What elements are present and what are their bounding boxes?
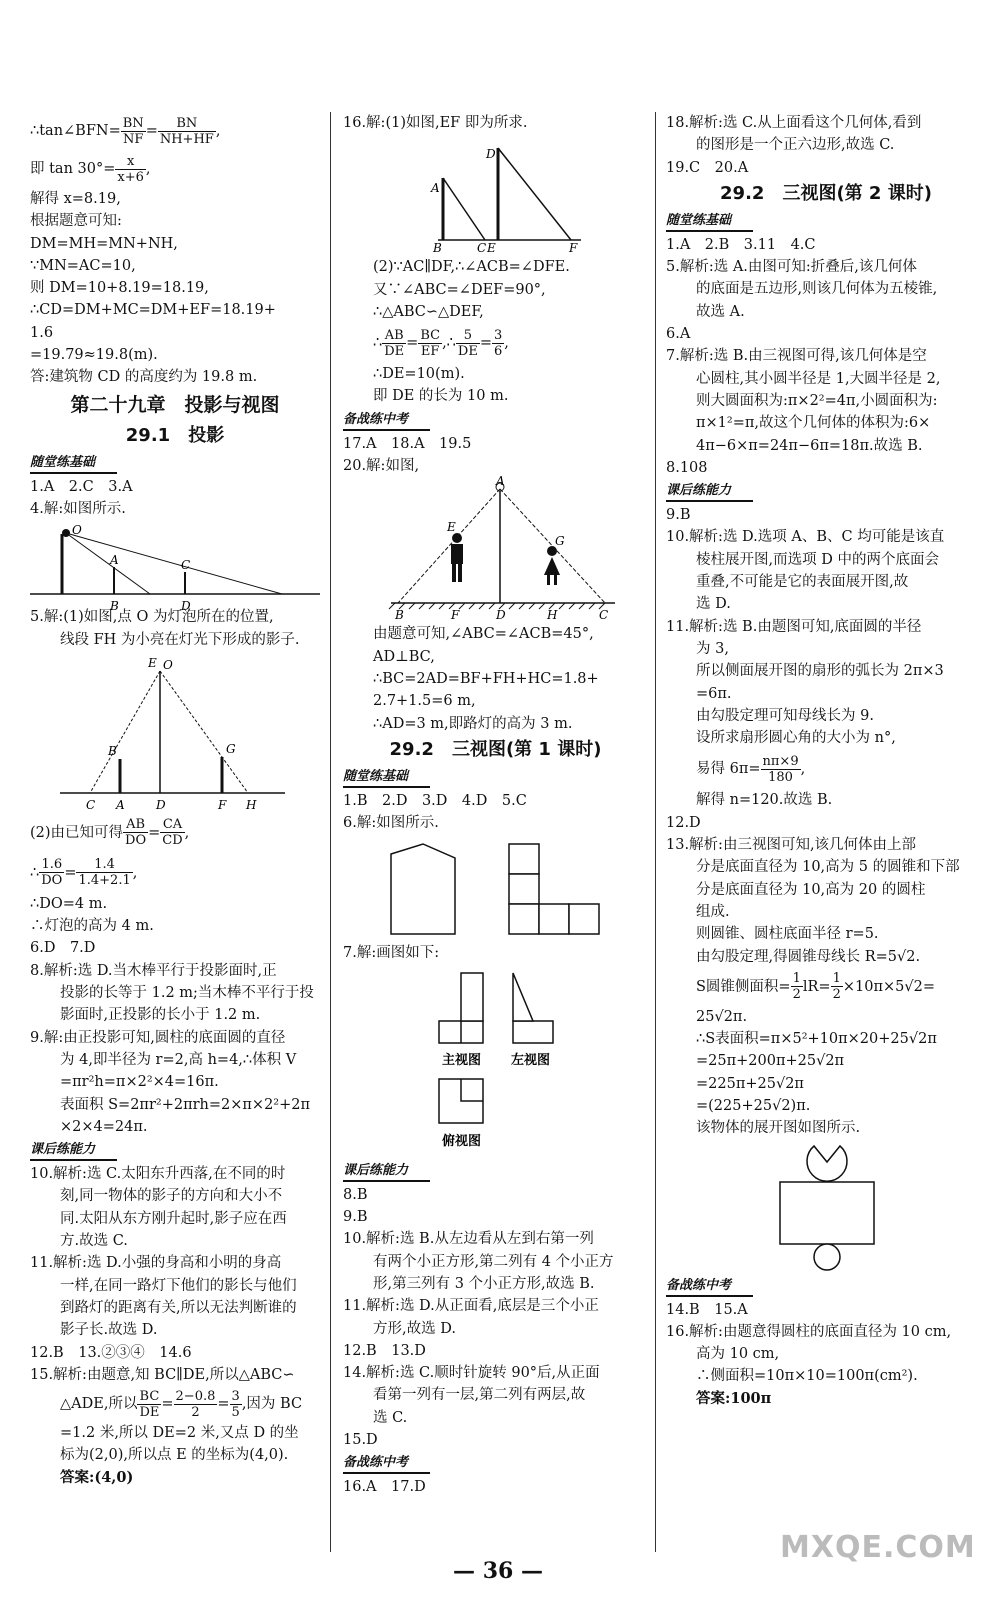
text-line: 1.A 2.C 3.A (30, 478, 133, 495)
text-line: ∵MN=AC=10, (30, 257, 136, 274)
text-line: 选 C. (373, 1409, 408, 1426)
text-line: 由勾股定理可知母线长为 9. (696, 707, 874, 724)
text-line: 一样,在同一路灯下他们的影长与他们 (60, 1277, 297, 1294)
text-line: 12.B 13.D (343, 1342, 426, 1359)
fraction: $\frac{3}{6}$ (493, 327, 503, 359)
text-line: 18.解析:选 C.从上面看这个几何体,看到 (666, 115, 922, 131)
fraction: $\frac{1.6}{DO}$ (41, 857, 63, 889)
text-line: 15.D (343, 1432, 378, 1449)
text-line: 由题意可知,∠ABC=∠ACB=45°, (373, 626, 594, 643)
svg-text:O: O (72, 523, 82, 538)
text-line: 投影的长等于 1.2 m;当木棒不平行于投 (60, 985, 314, 1002)
text-line: 方形,故选 D. (373, 1320, 456, 1337)
text-line: ∴DO=4 m. (30, 895, 108, 912)
fraction: $\frac{1}{2}$ (832, 971, 841, 1003)
text-line: 有两个小正方形,第二列有 4 个小正方 (373, 1253, 614, 1270)
text-line: (2)由已知可得 $\frac{AB}{DO}$ = $\frac{CA}{CD}$ , (30, 817, 190, 849)
svg-text:A: A (431, 181, 440, 196)
column-divider-1 (330, 112, 331, 1552)
svg-text:E: E (148, 655, 157, 670)
text-line: ∴侧面积=10π×10=100π(cm²). (696, 1368, 918, 1385)
text-line: S圆锥侧面积= $\frac{1}{2}$ lR= $\frac{1}{2}$ ×10π×5√2= (696, 971, 935, 1003)
text-line: 7.解析:选 B.由三视图可得,该几何体是空 (666, 348, 927, 365)
text-line: 则大圆面积为:π×2²=4π,小圆面积为: (696, 392, 938, 409)
column-divider-2 (655, 112, 656, 1552)
svg-text:C: C (477, 241, 487, 256)
shadow-figure-4 (30, 522, 320, 614)
text-line: 又∵∠ABC=∠DEF=90°, (373, 281, 546, 298)
text-line: 看第一列有一层,第二列有两层,故 (373, 1387, 586, 1404)
fraction: $\frac{1}{2}$ (792, 971, 801, 1003)
text-line: 11.解析:选 D.从正面看,底层是三个小正 (343, 1298, 599, 1315)
section-tag: 课后练能力 (30, 1141, 117, 1161)
text-line: 16.解:(1)如图,EF 即为所求. (343, 115, 528, 131)
text-line: 分是底面直径为 10,高为 20 的圆柱 (696, 881, 926, 898)
fraction: $\frac{1.4}{1.4+2.1}$ (78, 857, 131, 889)
svg-text:主视图: 主视图 (442, 1052, 482, 1068)
text-line: 即 DE 的长为 10 m. (373, 388, 509, 405)
text-line: 答:建筑物 CD 的高度约为 19.8 m. (30, 369, 258, 386)
text-line: 12.B 13.②③④ 14.6 (30, 1344, 192, 1361)
watermark: MXQE.COM (780, 1530, 976, 1565)
svg-text:A: A (116, 797, 125, 812)
text-line: △ADE,所以 $\frac{BC}{DE}$ = $\frac{2-0.8}{2}$ = $\frac{3}{5}$ ,因为 BC (60, 1388, 303, 1420)
text-line: 组成. (696, 903, 730, 920)
svg-text:左视图: 左视图 (511, 1052, 551, 1068)
fraction: $\frac{n\pi\times 9}{180}$ (762, 753, 799, 785)
section-tag: 备战练中考 (666, 1277, 753, 1297)
fraction: $\frac{5}{DE}$ (457, 327, 478, 359)
section-title: 29.2 三视图(第 2 课时) (720, 182, 932, 204)
text-line: 分是底面直径为 10,高为 5 的圆锥和下部 (696, 859, 960, 876)
text-line: 同.太阳从东方刚升起时,影子应在西 (60, 1210, 287, 1227)
text-line: 到路灯的距离有关,所以无法判断谁的 (60, 1299, 297, 1316)
three-views-figure-7 (343, 967, 643, 1157)
text-line: AD⊥BC, (373, 648, 435, 665)
text-line: 14.B 15.A (666, 1301, 748, 1318)
text-line: π×1²=π,故这个几何体的体积为:6× (696, 415, 931, 432)
text-line: 刻,同一物体的影子的方向和大小不 (60, 1188, 283, 1205)
text-line: 选 D. (696, 596, 731, 613)
text-line: 线段 FH 为小亮在灯光下形成的影子. (60, 631, 300, 648)
svg-text:C: C (86, 797, 96, 812)
text-line: 6.D 7.D (30, 940, 96, 957)
page-number: — 36 — (453, 1558, 543, 1584)
text-line: 8.B (343, 1186, 368, 1203)
text-line: =πr²h=π×2²×4=16π. (60, 1074, 219, 1091)
text-line: 即 tan 30°= $\frac{x}{x+6}$ , (30, 153, 151, 185)
text-line: 5.解:(1)如图,点 O 为灯泡所在的位置, (30, 609, 274, 626)
text-line: 7.解:画图如下: (343, 945, 440, 962)
text-line: 方.故选 C. (60, 1233, 128, 1250)
text-line: 25√2π. (696, 1008, 748, 1025)
text-line: ∴CD=DM+MC=DM+EF=18.19+ (30, 302, 276, 319)
section-tag: 随堂练基础 (666, 212, 753, 232)
text-line: 影面时,正投影的长小于 1.2 m. (60, 1007, 261, 1024)
svg-text:E: E (487, 241, 496, 256)
views-figure-6 (343, 836, 643, 940)
text-line: ∴S表面积=π×5²+10π×20+25√2π (696, 1031, 937, 1048)
text-line: 10.解析:选 C.太阳东升西落,在不同的时 (30, 1166, 286, 1183)
text-line: 高为 10 cm, (696, 1346, 780, 1363)
section-tag: 随堂练基础 (30, 454, 117, 474)
text-line: 14.解析:选 C.顺时针旋转 90°后,从正面 (343, 1365, 600, 1382)
text-line: 的底面是五边形,则该几何体为五棱锥, (696, 281, 938, 298)
svg-text:C: C (599, 608, 609, 623)
svg-text:B: B (433, 241, 442, 256)
text-line: ∴AD=3 m,即路灯的高为 3 m. (373, 715, 573, 732)
svg-text:C: C (181, 558, 191, 573)
text-line: 的图形是一个正六边形,故选 C. (696, 137, 895, 154)
svg-text:G: G (555, 534, 565, 549)
text-line: 1.B 2.D 3.D 4.D 5.C (343, 792, 527, 809)
svg-text:D: D (496, 608, 506, 623)
text-line: 重叠,不可能是它的表面展开图,故 (696, 574, 909, 591)
text-line: 形,第三列有 3 个小正方形,故选 B. (373, 1275, 595, 1292)
street-lamp-figure-20 (343, 474, 643, 623)
svg-text:F: F (451, 608, 460, 623)
text-line: =19.79≈19.8(m). (30, 347, 158, 364)
text-line: =225π+25√2π (696, 1075, 804, 1092)
text-line: ∴△ABC∽△DEF, (373, 303, 484, 320)
text-line: 4.解:如图所示. (30, 500, 126, 517)
svg-text:B: B (108, 743, 117, 758)
text-line: =(225+25√2)π. (696, 1097, 811, 1114)
lamp-shadow-figure-5 (30, 653, 320, 811)
text-line: 6.A (666, 326, 691, 343)
text-line: 12.D (666, 814, 701, 831)
answer-line: 答案:100π (696, 1389, 772, 1407)
section-tag: 随堂练基础 (343, 768, 430, 788)
text-line: 影子长.故选 D. (60, 1322, 158, 1339)
text-line: 13.解析:由三视图可知,该几何体由上部 (666, 837, 917, 854)
section-tag: 课后练能力 (343, 1162, 430, 1182)
text-line: 5.解析:选 A.由图可知:折叠后,该几何体 (666, 259, 917, 276)
text-line: ∴DE=10(m). (373, 366, 465, 383)
svg-text:F: F (569, 241, 578, 256)
fraction: $\frac{BC}{EF}$ (420, 327, 441, 359)
text-line: 16.解析:由题意得圆柱的底面直径为 10 cm, (666, 1323, 952, 1340)
svg-text:A: A (110, 553, 119, 568)
svg-text:B: B (395, 608, 404, 623)
text-line: 10.解析:选 D.选项 A、B、C 均可能是该直 (666, 529, 945, 546)
text-line: 9.B (343, 1209, 368, 1226)
text-line: 根据题意可知: (30, 213, 122, 230)
text-line: 2.7+1.5=6 m, (373, 693, 476, 710)
svg-text:E: E (447, 520, 456, 535)
text-line: 8.解析:选 D.当木棒平行于投影面时,正 (30, 962, 277, 979)
sun-shadow-figure-16 (343, 136, 643, 254)
text-line: 为 3, (696, 640, 729, 657)
section-tag: 课后练能力 (666, 482, 753, 502)
text-line: 为 4,即半径为 r=2,高 h=4,∴体积 V (60, 1051, 297, 1068)
text-line: =25π+200π+25√2π (696, 1053, 845, 1070)
text-line: 4π−6×π=24π−6π=18π.故选 B. (696, 437, 923, 454)
svg-text:D: D (181, 599, 191, 614)
text-line: 9.B (666, 507, 691, 524)
answer-line: 答案:(4,0) (60, 1468, 134, 1486)
text-line: 解得 x=8.19, (30, 191, 121, 207)
column-3 (666, 112, 986, 1410)
text: ∴tan∠BFN= (30, 123, 121, 139)
svg-text:O: O (163, 657, 173, 672)
fraction: $\frac{AB}{DE}$ (384, 327, 405, 359)
text-line: 易得 6π= $\frac{n\pi\times 9}{180}$ , (696, 753, 806, 785)
fraction: $\frac{2-0.8}{2}$ (175, 1388, 216, 1420)
section-title: 29.1 投影 (125, 424, 225, 446)
svg-text:俯视图: 俯视图 (442, 1133, 482, 1149)
text-line: 15.解析:由题意,知 BC∥DE,所以△ABC∽ (30, 1366, 295, 1383)
fraction: $\frac{x}{x+6}$ (117, 153, 144, 185)
text-line: =6π. (696, 685, 732, 702)
svg-text:B: B (110, 599, 119, 614)
text-line: 20.解:如图, (343, 458, 420, 475)
text-line: 11.解析:选 B.由题图可知,底面圆的半径 (666, 618, 922, 635)
text-line: ∴ $\frac{1.6}{DO}$ = $\frac{1.4}{1.4+2.1}$ , (30, 857, 138, 889)
svg-text:G: G (226, 741, 236, 756)
fraction: $\frac{BN}{NH+HF}$ (159, 115, 214, 147)
text-line: 9.解:由正投影可知,圆柱的底面圆的直径 (30, 1029, 286, 1046)
text-line: 棱柱展开图,而选项 D 中的两个底面会 (696, 551, 939, 568)
fraction: $\frac{BC}{DE}$ (139, 1388, 160, 1420)
section-tag: 备战练中考 (343, 1454, 430, 1474)
svg-text:H: H (246, 797, 257, 812)
svg-text:D: D (156, 797, 166, 812)
cone-cylinder-net-figure (666, 1142, 976, 1272)
text-line: 6.解:如图所示. (343, 815, 439, 832)
text-line: 则 DM=10+8.19=18.19, (30, 280, 209, 297)
fraction: $\frac{BN}{NF}$ (122, 115, 144, 147)
text-line: ∴tan∠BFN= $\frac{BN}{NF}$ = $\frac{BN}{NH+HF}$ , (30, 115, 221, 147)
text-line: 表面积 S=2πr²+2πrh=2×π×2²+2π (60, 1096, 311, 1113)
text-line: DM=MH=MN+NH, (30, 235, 178, 252)
text-line: 故选 A. (696, 303, 745, 320)
text-line: 16.A 17.D (343, 1479, 426, 1496)
text-line: 11.解析:选 D.小强的身高和小明的身高 (30, 1255, 282, 1272)
text-line: 8.108 (666, 459, 708, 476)
text-line: (2)∵AC∥DF,∴∠ACB=∠DFE. (373, 259, 570, 276)
text-line: ∴ $\frac{AB}{DE}$ = $\frac{BC}{EF}$ ,∴ $\frac{5}{DE}$ = $\frac{3}{6}$ , (373, 327, 509, 359)
text-line: 设所求扇形圆心角的大小为 n°, (696, 730, 896, 747)
text-line: 则圆锥、圆柱底面半径 r=5. (696, 926, 879, 943)
text-line: 1.A 2.B 3.11 4.C (666, 236, 816, 253)
fraction: $\frac{3}{5}$ (231, 1388, 240, 1420)
text-line: 标为(2,0),所以点 E 的坐标为(4,0). (60, 1447, 289, 1464)
text-line: 解得 n=120.故选 B. (696, 792, 833, 809)
fraction: $\frac{AB}{DO}$ (125, 817, 147, 849)
text-line: 由勾股定理,得圆锥母线长 R=5√2. (696, 948, 921, 965)
svg-text:H: H (547, 608, 558, 623)
text-line: ∴灯泡的高为 4 m. (30, 918, 154, 935)
text-line: 所以侧面展开图的扇形的弧长为 2π×3 (696, 663, 944, 680)
svg-text:A: A (496, 474, 505, 489)
svg-text:F: F (218, 797, 227, 812)
text-line: 1.6 (30, 324, 54, 341)
column-1 (30, 112, 320, 1489)
text-line: 19.C 20.A (666, 159, 749, 176)
text-line: ∴BC=2AD=BF+FH+HC=1.8+ (373, 670, 599, 687)
text-line: 10.解析:选 B.从左边看从左到右第一列 (343, 1231, 594, 1248)
column-2 (343, 112, 648, 1499)
text-line: 该物体的展开图如图所示. (696, 1120, 861, 1137)
section-tag: 备战练中考 (343, 411, 430, 431)
section-title: 29.2 三视图(第 1 课时) (389, 738, 602, 760)
fraction: $\frac{CA}{CD}$ (162, 817, 183, 849)
text-line: ×2×4=24π. (60, 1118, 148, 1135)
text-line: 心圆柱,其小圆半径是 1,大圆半径是 2, (696, 370, 941, 387)
chapter-title: 第二十九章 投影与视图 (70, 393, 280, 416)
text-line: =1.2 米,所以 DE=2 米,又点 D 的坐 (60, 1425, 299, 1442)
text-line: 17.A 18.A 19.5 (343, 435, 472, 452)
svg-text:D: D (486, 147, 496, 162)
